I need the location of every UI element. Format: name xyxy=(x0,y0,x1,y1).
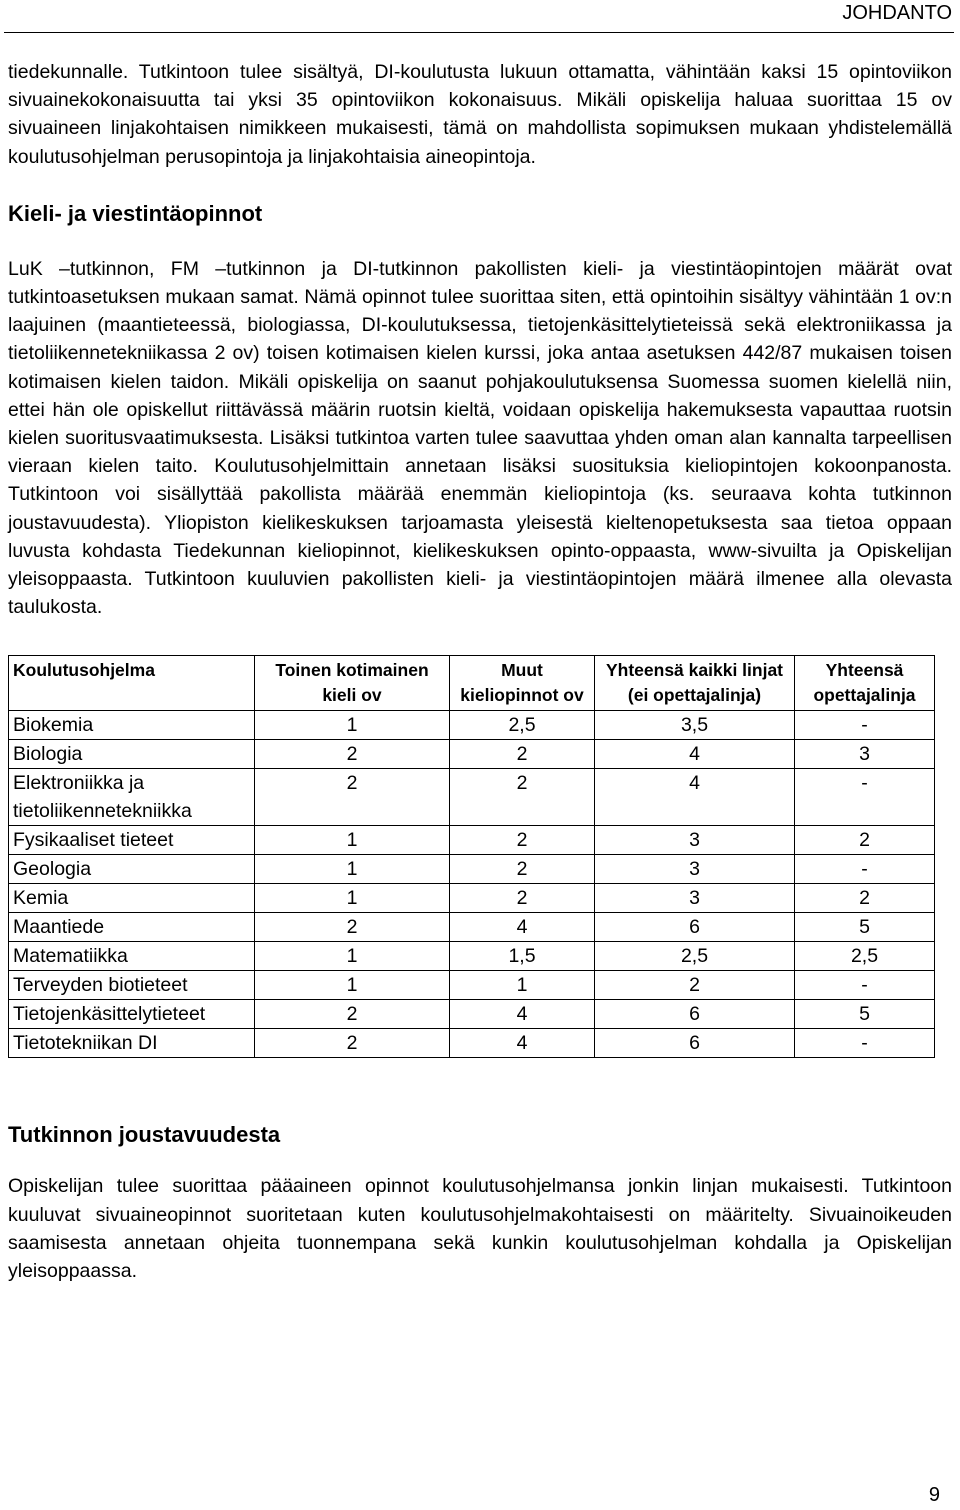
credit-value-cell: 6 xyxy=(595,1000,795,1029)
credit-value-cell: 4 xyxy=(450,913,595,942)
credit-value-cell: - xyxy=(795,769,935,826)
credit-value-cell: 1 xyxy=(450,971,595,1000)
credit-value-cell: 2,5 xyxy=(450,711,595,740)
credit-value-cell: 1 xyxy=(255,855,450,884)
credit-value-cell: 2 xyxy=(450,884,595,913)
table-row xyxy=(9,913,935,942)
credit-value-cell: 1 xyxy=(255,711,450,740)
intro-paragraph: tiedekunnalle. Tutkintoon tulee sisältyä, DI-koulutusta lukuun ottamatta, vähintään kaksi 15 opintoviikon sivuainekokonaisuutta tai yksi 35 opintoviikon kokonaisuus. Mikäli opiskelija haluaa suorittaa 15 ov sivuaineen linjakohtaisen nimikkeen mukaisesti, tämä on mahdollista sopimuksen mukaan yhdistelemällä koulutusohjelman perusopintoja ja linjakohtaisia aineopintoja. xyxy=(8,61,952,168)
table-row xyxy=(9,769,935,826)
credit-value-cell: 3 xyxy=(595,855,795,884)
table-row xyxy=(9,971,935,1000)
program-name-cell: Elektroniikka ja tietoliikennetekniikka xyxy=(9,769,255,826)
credit-value-cell: 4 xyxy=(595,769,795,826)
page-number: 9 xyxy=(928,1484,940,1506)
credit-value-cell: 3 xyxy=(595,884,795,913)
credit-value-cell: 6 xyxy=(595,1029,795,1058)
credit-value-cell: 2 xyxy=(255,769,450,826)
program-name-cell: Fysikaaliset tieteet xyxy=(9,826,255,855)
page-header xyxy=(0,0,960,34)
credit-value-cell: 5 xyxy=(795,1000,935,1029)
table-row xyxy=(9,942,935,971)
header-divider xyxy=(4,32,954,33)
page-content xyxy=(8,58,952,1285)
credit-value-cell: 2 xyxy=(450,826,595,855)
credit-value-cell: - xyxy=(795,971,935,1000)
program-name-cell: Biologia xyxy=(9,740,255,769)
table-row xyxy=(9,740,935,769)
credit-value-cell: 4 xyxy=(450,1029,595,1058)
program-name-cell: Matematiikka xyxy=(9,942,255,971)
credit-value-cell: 1 xyxy=(255,971,450,1000)
table-row xyxy=(9,1029,935,1058)
column-header-total-teacher: Yhteensä opettajalinja xyxy=(795,656,935,711)
credit-value-cell: 2 xyxy=(795,826,935,855)
column-header-second-domestic: Toinen kotimainen kieli ov xyxy=(255,656,450,711)
program-name-cell: Terveyden biotieteet xyxy=(9,971,255,1000)
table-row xyxy=(9,1000,935,1029)
column-header-other-languages: Muut kieliopinnot ov xyxy=(450,656,595,711)
credit-value-cell: 1 xyxy=(255,826,450,855)
table-header-row xyxy=(9,656,935,711)
credit-value-cell: 4 xyxy=(595,740,795,769)
table-row xyxy=(9,855,935,884)
credit-value-cell: 2 xyxy=(255,913,450,942)
credit-value-cell: 2 xyxy=(450,740,595,769)
credit-value-cell: 2 xyxy=(255,740,450,769)
flexibility-heading: Tutkinnon joustavuudesta xyxy=(8,1122,281,1148)
credit-value-cell: 2 xyxy=(450,855,595,884)
credit-value-cell: 3 xyxy=(595,826,795,855)
program-name-cell: Kemia xyxy=(9,884,255,913)
credit-value-cell: 2 xyxy=(795,884,935,913)
column-header-program: Koulutusohjelma xyxy=(9,656,255,711)
language-credits-table xyxy=(8,655,935,1058)
credit-value-cell: 2 xyxy=(450,769,595,826)
credit-value-cell: 1,5 xyxy=(450,942,595,971)
language-studies-paragraph: LuK –tutkinnon, FM –tutkinnon ja DI-tutkinnon pakollisten kieli- ja viestintäopintojen määrät ovat tutkintoasetuksen mukaan samat. Nämä opinnot tulee suorittaa siten, että opintoihin sisältyy vähintään 1 ov:n laajuinen (maantieteessä, biologiassa, DI-koulutuksessa, tietojenkäsittelytieteissä sekä elektroniikassa ja tietoliikennetekniikassa 2 ov) toisen kotimaisen kielen kurssi, joka antaa asetuksen 442/87 mukaisen toisen kotimaisen kielen taidon. Mikäli opiskelija on saanut pohjakoulutuksensa Suomessa suomen kielellä niin, ettei hän ole opiskellut riittävässä määrin ruotsin kieltä, voidaan opiskelija hakemuksesta vapauttaa ruotsin kielen suoritusvaatimuksesta. Lisäksi tutkintoa varten tulee saavuttaa yhden oman alan kannalta tarpeellisen vieraan kielen taito. Koulutusohjelmittain annetaan lisäksi suosituksia kieliopintojen kokoonpanosta. Tutkintoon voi sisällyttää pakollista määrää enemmän kieliopintoja (ks. seuraava kohta tutkinnon joustavuudesta). Yliopiston kielikeskuksen tarjoamasta yleisestä kieltenopetuksesta saa tietoa oppaan luvusta kohdasta Tiedekunnan kieliopinnot, kielikeskuksen opinto-oppaasta, www-sivuilta ja Opiskelijan yleisoppaasta. Tutkintoon kuuluvien pakollisten kieli- ja viestintäopintojen määrä ilmenee alla olevasta taulukosta. xyxy=(8,257,952,619)
program-name-cell: Geologia xyxy=(9,855,255,884)
program-name-cell: Tietotekniikan DI xyxy=(9,1029,255,1058)
credit-value-cell: 3 xyxy=(795,740,935,769)
credit-value-cell: - xyxy=(795,1029,935,1058)
credit-value-cell: 1 xyxy=(255,884,450,913)
table-row xyxy=(9,711,935,740)
credit-value-cell: 6 xyxy=(595,913,795,942)
program-name-cell: Maantiede xyxy=(9,913,255,942)
credit-value-cell: 2 xyxy=(595,971,795,1000)
credit-value-cell: - xyxy=(795,855,935,884)
program-name-cell: Tietojenkäsittelytieteet xyxy=(9,1000,255,1029)
language-studies-heading: Kieli- ja viestintäopinnot xyxy=(8,200,263,226)
credit-value-cell: 4 xyxy=(450,1000,595,1029)
credit-value-cell: 5 xyxy=(795,913,935,942)
credit-value-cell: 2 xyxy=(255,1000,450,1029)
flexibility-paragraph: Opiskelijan tulee suorittaa pääaineen opinnot koulutusohjelmansa jonkin linjan mukaisesti. Tutkintoon kuuluvat sivuaineopinnot suoritetaan kuten koulutusohjelmakohtaisesti on määritelty. Sivuainoikeuden saamisesta annetaan ohjeita tuonnempana sekä kunkin koulutusohjelman kohdalla ja Opiskelijan yleisoppaassa. xyxy=(8,1175,952,1283)
credit-value-cell: - xyxy=(795,711,935,740)
credit-value-cell: 2,5 xyxy=(795,942,935,971)
credit-value-cell: 3,5 xyxy=(595,711,795,740)
table-body xyxy=(9,711,935,1058)
credit-value-cell: 2 xyxy=(255,1029,450,1058)
credit-value-cell: 2,5 xyxy=(595,942,795,971)
chapter-title: JOHDANTO xyxy=(842,2,952,24)
credit-value-cell: 1 xyxy=(255,942,450,971)
table-row xyxy=(9,826,935,855)
program-name-cell: Biokemia xyxy=(9,711,255,740)
table-row xyxy=(9,884,935,913)
column-header-total-all: Yhteensä kaikki linjat (ei opettajalinja) xyxy=(595,656,795,711)
